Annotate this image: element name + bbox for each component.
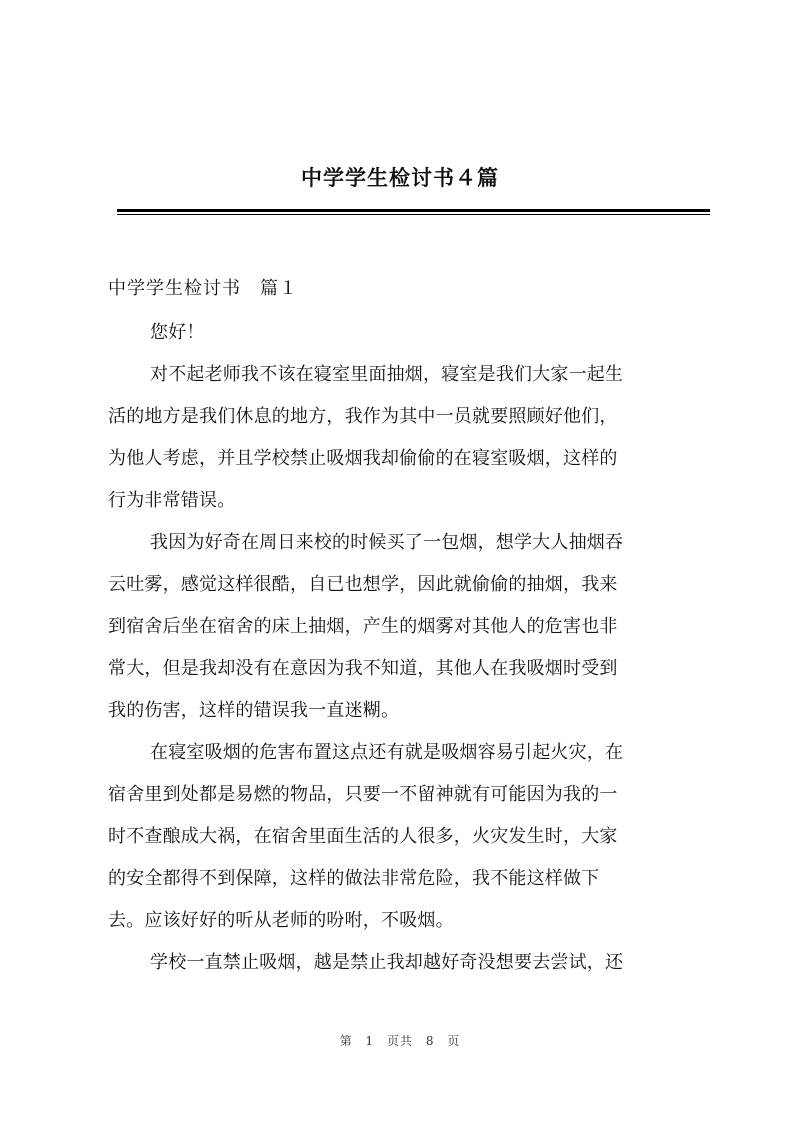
text-line: 您好！: [150, 322, 205, 343]
text-line: 为他人考虑，并且学校禁止吸烟我却偷偷的在寝室吸烟，这样的: [108, 448, 618, 469]
text-line: 活的地方是我们休息的地方，我作为其中一员就要照顾好他们，: [108, 406, 618, 427]
document-title: 中学学生检讨书４篇: [301, 165, 499, 190]
title-divider-thick: [117, 209, 710, 212]
section-heading: 中学学生检讨书 篇１: [108, 278, 298, 299]
page-footer: 第 1 页共 8 页: [339, 1034, 461, 1048]
text-line: 去。应该好好的听从老师的吩咐，不吸烟。: [108, 910, 454, 931]
text-line: 时不查酿成大祸，在宿舍里面生活的人很多，火灾发生时，大家: [108, 826, 618, 847]
text-line: 行为非常错误。: [108, 490, 236, 511]
text-line: 的安全都得不到保障，这样的做法非常危险，我不能这样做下: [108, 868, 600, 889]
title-divider-thin: [117, 214, 710, 215]
text-line: 宿舍里到处都是易燃的物品，只要一不留神就有可能因为我的一: [108, 784, 618, 805]
text-line: 我的伤害，这样的错误我一直迷糊。: [108, 700, 400, 721]
text-line: 我因为好奇在周日来校的时候买了一包烟，想学大人抽烟吞: [150, 532, 624, 553]
text-line: 在寝室吸烟的危害布置这点还有就是吸烟容易引起火灾，在: [150, 742, 624, 763]
text-line: 常大，但是我却没有在意因为我不知道，其他人在我吸烟时受到: [108, 658, 618, 679]
text-line: 学校一直禁止吸烟，越是禁止我却越好奇没想要去尝试，还: [150, 952, 624, 973]
text-line: 对不起老师我不该在寝室里面抽烟，寝室是我们大家一起生: [150, 364, 624, 385]
text-line: 到宿舍后坐在宿舍的床上抽烟，产生的烟雾对其他人的危害也非: [108, 616, 618, 637]
text-line: 云吐雾，感觉这样很酷，自已也想学，因此就偷偷的抽烟，我来: [108, 574, 618, 595]
